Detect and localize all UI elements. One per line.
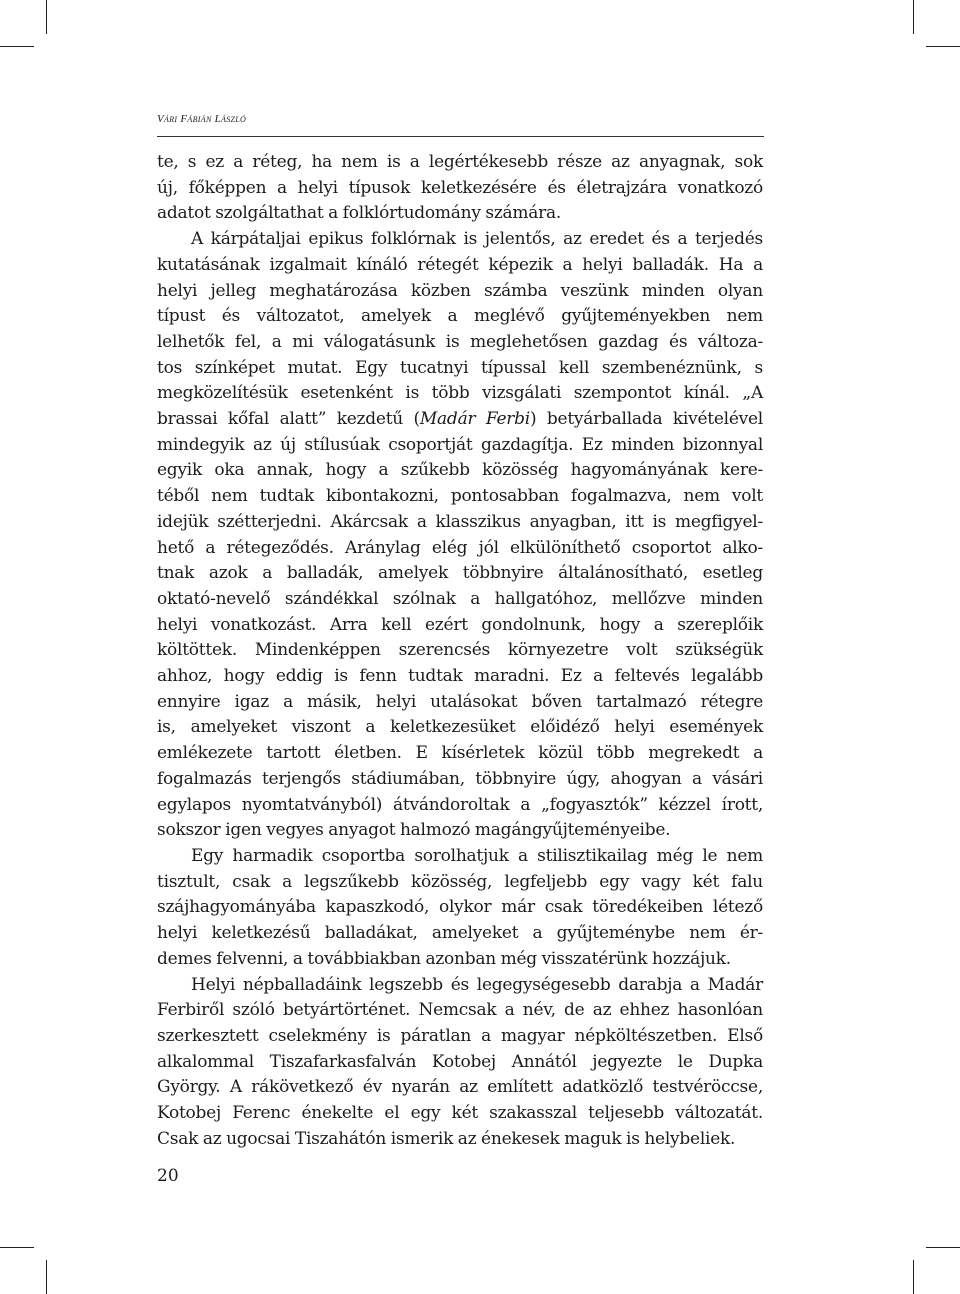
text-segment: te, s ez a réteg, ha nem is a legértékesebb része az anyagnak, sok: [157, 152, 763, 172]
text-line: [157, 150, 763, 176]
text-segment: demes felvenni, a továbbiakban azonban még visszatérünk hozzájuk.: [157, 948, 731, 969]
text-line: [157, 1050, 763, 1076]
italic-title: Madár Ferbi: [419, 409, 530, 430]
text-line: [157, 176, 763, 202]
text-segment: fogalmazás terjengős stádiumában, többnyire úgy, ahogyan a vásári: [157, 768, 763, 789]
text-line: [157, 1127, 763, 1153]
header-rule: [157, 136, 764, 137]
text-segment: hető a rétegeződés. Aránylag elég jól elkülöníthető csoportot alko-: [157, 537, 763, 558]
text-line: [157, 330, 763, 356]
text-line: [157, 458, 763, 484]
text-line: [157, 253, 763, 279]
text-segment: típust és változatot, amelyek a meglévő gyűjteményekben nem: [157, 306, 763, 327]
text-segment: mindegyik az új stílusúak csoportját gazdagítja. Ez minden bizonnyal: [157, 434, 763, 455]
text-segment: új, főképpen a helyi típusok keletkezésére és életrajzára vonatkozó: [157, 177, 763, 198]
text-line: [157, 407, 763, 433]
text-segment: téből nem tudtak kibontakozni, pontosabban fogalmazva, nem volt: [157, 486, 763, 507]
text-line: [157, 561, 763, 587]
crop-mark: [46, 1260, 47, 1294]
crop-mark: [913, 1260, 914, 1294]
text-line: [157, 870, 763, 896]
text-segment: oktató-nevelő szándékkal szólnak a hallgatóhoz, mellőzve minden: [157, 588, 763, 609]
text-line: [157, 304, 763, 330]
text-segment: ahhoz, hogy eddig is fenn tudtak maradni. Ez a feltevés legalább: [157, 666, 763, 687]
text-line: [157, 895, 763, 921]
text-segment: szájhagyományába kapaszkodó, olykor már csak töredékeiben létező: [157, 897, 763, 918]
text-line: [157, 921, 763, 947]
text-segment: adatot szolgáltathat a folklórtudomány számára.: [157, 203, 562, 224]
text-line: [157, 715, 763, 741]
text-line: [157, 638, 763, 664]
text-line: [157, 613, 763, 639]
text-segment: megközelítésük esetenként is több vizsgálati szempontot kínál. „A: [157, 383, 763, 404]
crop-mark: [0, 1247, 34, 1248]
text-segment: egylapos nyomtatványból) átvándoroltak a „fogyasztók” kézzel írott,: [157, 794, 763, 815]
page-number: 20: [157, 1166, 179, 1186]
text-segment: kutatásának izgalmait kínáló rétegét képezik a helyi balladák. Ha a: [157, 254, 763, 275]
text-line: [157, 1024, 763, 1050]
text-segment: Csak az ugocsai Tiszahátón ismerik az énekesek maguk is helybeliek.: [157, 1128, 736, 1149]
text-line: [157, 536, 763, 562]
text-segment: költöttek. Mindenképpen szerencsés környezetre volt szükségük: [157, 640, 763, 661]
text-line: [157, 1101, 763, 1127]
text-line: [157, 381, 763, 407]
text-segment: brassai kőfal alatt” kezdetű (: [157, 409, 420, 430]
text-line: [157, 973, 763, 999]
text-segment: alkalommal Tiszafarkasfalván Kotobej Annától jegyezte le Dupka: [157, 1051, 763, 1072]
text-line: [157, 279, 763, 305]
text-line: [157, 484, 763, 510]
text-segment: Egy harmadik csoportba sorolhatjuk a stilisztikailag még le nem: [191, 845, 763, 866]
text-line: [157, 741, 763, 767]
text-line: [157, 793, 763, 819]
crop-mark: [0, 46, 34, 47]
text-segment: idejük szétterjedni. Akárcsak a klasszikus anyagban, itt is megfigyel-: [157, 511, 763, 532]
running-head: Vári Fábián László: [157, 113, 247, 125]
text-line: [157, 510, 763, 536]
text-line: [157, 1075, 763, 1101]
text-line: [157, 998, 763, 1024]
text-segment: sokszor igen vegyes anyagot halmozó magángyűjteményeibe.: [157, 820, 671, 841]
text-segment: helyi keletkezésű balladákat, amelyeket a gyűjteménybe nem ér-: [157, 923, 763, 944]
text-segment: helyi vonatkozást. Arra kell ezért gondolnunk, hogy a szereplőik: [157, 614, 763, 635]
text-line: [157, 433, 763, 459]
text-line: [157, 356, 763, 382]
text-line: [157, 767, 763, 793]
text-segment: egyik oka annak, hogy a szűkebb közösség hagyományának kere-: [157, 460, 763, 481]
text-line: [157, 587, 763, 613]
text-segment: A kárpátaljai epikus folklórnak is jelentős, az eredet és a terjedés: [191, 229, 763, 250]
body-text: [157, 150, 763, 1152]
text-segment: tnak azok a balladák, amelyek többnyire általánosítható, esetleg: [157, 563, 763, 584]
text-line: [157, 690, 763, 716]
text-line: [157, 818, 763, 844]
text-segment: Ferbiről szóló betyártörténet. Nemcsak a név, de az ehhez hasonlóan: [157, 1000, 763, 1021]
text-segment: Kotobej Ferenc énekelte el egy két szakasszal teljesebb változatát.: [157, 1103, 763, 1124]
crop-mark: [926, 46, 960, 47]
text-segment: Helyi népballadáink legszebb és legegységesebb darabja a Madár: [191, 974, 763, 995]
text-segment: tisztult, csak a legszűkebb közösség, legfeljebb egy vagy két falu: [157, 871, 763, 892]
text-line: [157, 227, 763, 253]
crop-mark: [913, 0, 914, 34]
text-segment: szerkesztett cselekmény is páratlan a magyar népköltészetben. Első: [157, 1025, 763, 1046]
text-segment: lelhetők fel, a mi válogatásunk is meglehetősen gazdag és változa-: [157, 331, 763, 352]
text-segment: ) betyárballada kivételével: [529, 409, 763, 430]
crop-mark: [46, 0, 47, 34]
crop-mark: [926, 1247, 960, 1248]
text-line: [157, 664, 763, 690]
text-line: [157, 844, 763, 870]
text-line: [157, 947, 763, 973]
text-segment: is, amelyeket viszont a keletkezesüket előidéző helyi események: [157, 717, 763, 738]
text-line: [157, 201, 763, 227]
text-segment: György. A rákövetkező év nyarán az említett adatközlő testvéröccse,: [157, 1077, 763, 1098]
text-segment: ennyire igaz a másik, helyi utalásokat bőven tartalmazó rétegre: [157, 691, 763, 712]
text-segment: tos színképet mutat. Egy tucatnyi típussal kell szembenéznünk, s: [157, 357, 763, 378]
text-segment: helyi jelleg meghatározása közben számba veszünk minden olyan: [157, 280, 763, 301]
text-segment: emlékezete tartott életben. E kísérletek közül több megrekedt a: [157, 743, 763, 764]
